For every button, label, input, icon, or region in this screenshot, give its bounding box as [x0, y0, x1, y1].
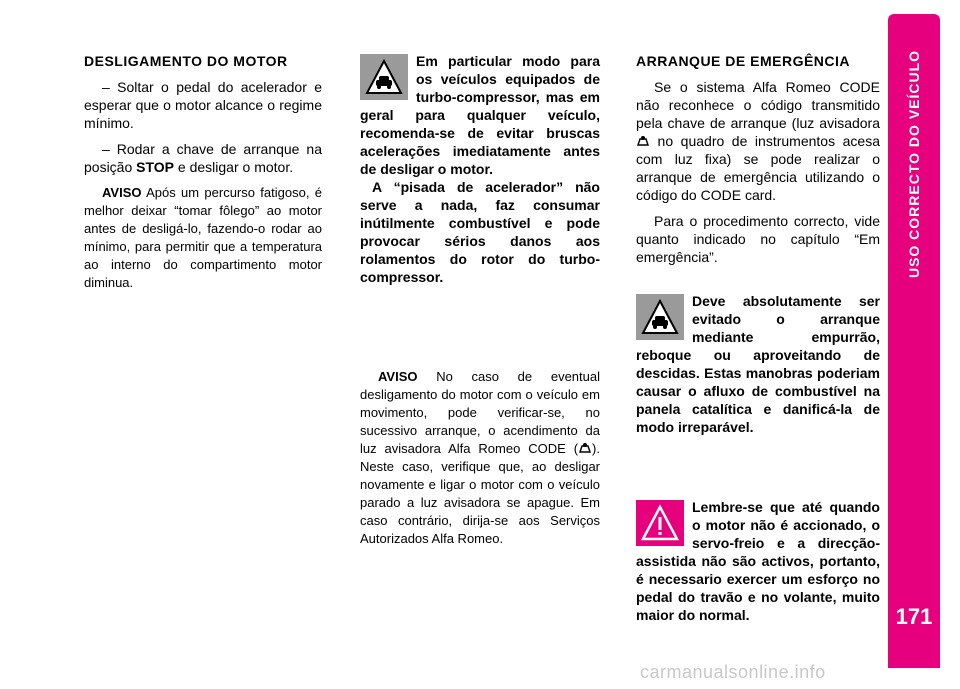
text-fragment: ). Neste caso, verifique que, ao desligar novamente e ligar o motor com o veículo parado a luz avisadora se apague. Em caso contrário, dirija-se aos Serviços Autorizados Alfa Romeo.: [360, 441, 600, 546]
section-title-vertical: [888, 14, 940, 314]
section-sidebar: [888, 14, 940, 668]
exclamation-warning-icon: [636, 500, 684, 546]
aviso-label: AVISO: [102, 185, 142, 200]
page-number: 171: [895, 604, 933, 629]
column-3: [636, 52, 880, 624]
column-1: [84, 52, 322, 300]
brake-steering-caution-text: Lembre-se que até quando o motor não é accionado, o servo-freio e a direcção-assistida não são activos, portanto, é necessario exercer um esforço no pedal do travão e no volante, muito maior do normal.: [636, 499, 880, 623]
aviso-label: AVISO: [378, 369, 418, 384]
column-2: [360, 52, 600, 556]
stop-keyword: STOP: [136, 159, 175, 175]
heading-engine-shutdown: DESLIGAMENTO DO MOTOR: [84, 53, 288, 69]
paragraph-turn-key: [84, 140, 322, 176]
turbo-warning-p1: Em particular modo para os veículos equipados de turbo-compressor, mas em geral para qualquer veículo, recomenda-se de evitar bruscas acelerações imediatamente antes de desligar o motor.: [360, 53, 600, 177]
turbo-warning-box: [360, 52, 600, 286]
paragraph-aviso-code: [360, 368, 600, 548]
code-warning-light-icon: [636, 135, 650, 147]
car-warning-icon: [360, 54, 408, 100]
paragraph-procedure: Para o procedimento correcto, vide quanto indicado no capítulo “Em emergência”.: [636, 213, 880, 265]
turbo-warning-p2: A “pisada de acelerador” não serve a nada, faz consumar inútilmente combustível e pode provocar sérios danos aos rolamentos do rotor do turbo-compressor.: [360, 179, 600, 285]
push-start-warning-box: [636, 292, 880, 436]
text-fragment: No caso de eventual desligamento do motor com o veículo em movimento, pode verificar-se, no sucessivo arranque, o acendimento da luz avisadora Alfa Romeo CODE (: [360, 369, 600, 456]
text-fragment: Se o sistema Alfa Romeo CODE não reconhece o código transmitido pela chave de arranque (luz avisadora: [636, 79, 880, 131]
paragraph-aviso: [84, 184, 322, 292]
push-start-warning-text: Deve absolutamente ser evitado o arranque mediante empurrão, reboque ou aproveitando de descidas. Estas manobras poderiam causar o afluxo de combustível na panela catalítica e danificá-la de modo irreparável.: [636, 293, 880, 435]
heading-emergency-start: ARRANQUE DE EMERGÊNCIA: [636, 53, 851, 69]
aviso-text: Após um percurso fatigoso, é melhor deixar “tomar fôlego” ao motor antes de desligá-lo, fazendo-o rodar ao mínimo, para permitir que a temperatura ao interno do compartimento motor diminua.: [84, 185, 322, 290]
paragraph-code-not-recognized: [636, 78, 880, 204]
text-fragment: e desligar o motor.: [174, 159, 294, 175]
section-title-text: USO CORRECTO DO VEÍCULO: [906, 49, 922, 279]
paragraph-release-pedal: – Soltar o pedal do acelerador e esperar que o motor alcance o regime mínimo.: [84, 79, 322, 131]
code-warning-light-icon: [578, 442, 592, 454]
brake-steering-caution-box: [636, 498, 880, 624]
text-fragment: no quadro de instrumentos acesa com luz fixa) se pode realizar o arranque de emergência utilizando o código do CODE card.: [636, 133, 880, 203]
watermark: carmanualsonline.info: [640, 662, 826, 682]
text-fragment: – Rodar a chave de arranque na posição: [84, 141, 322, 175]
car-warning-icon: [636, 294, 684, 340]
